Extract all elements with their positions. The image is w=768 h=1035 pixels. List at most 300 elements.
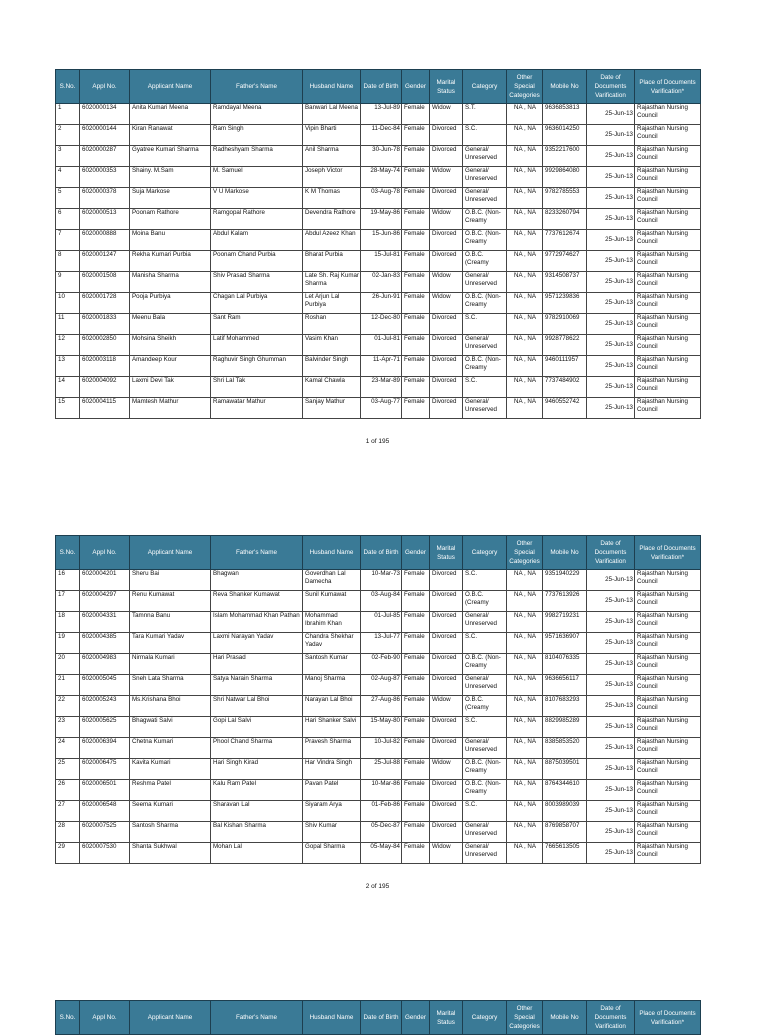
col-marital-status-cell: Divorced	[430, 377, 463, 398]
col-other-special-cell: NA , NA	[507, 377, 543, 398]
col-husband-name-cell: Siyaram Arya	[303, 801, 361, 822]
col-dob-cell: 19-May-86	[361, 209, 402, 230]
col-applicant-name-cell: Ms.Krishana Bhoi	[130, 696, 211, 717]
col-dob-cell: 27-Aug-86	[361, 696, 402, 717]
col-mobile-cell: 9982719231	[543, 612, 587, 633]
col-gender-cell: Female	[402, 272, 430, 293]
col-gender-cell: Female	[402, 293, 430, 314]
col-category-cell: General/ Unreserved	[463, 398, 507, 419]
col-gender-cell: Female	[402, 822, 430, 843]
col-category-header: Category	[463, 70, 507, 104]
col-husband-name-cell: Hari Shanker Salvi	[303, 717, 361, 738]
col-dob-cell: 01-Jul-81	[361, 335, 402, 356]
col-doc-place-cell: Rajasthan Nursing Council	[635, 209, 701, 230]
col-other-special-cell: NA , NA	[507, 717, 543, 738]
col-dob-cell: 12-Dec-80	[361, 314, 402, 335]
col-doc-place-header: Place of Documents Varification*	[635, 536, 701, 570]
col-fathers-name-cell: M. Samuel	[211, 167, 303, 188]
col-marital-status-cell: Divorced	[430, 251, 463, 272]
table-row	[56, 675, 701, 696]
col-dob-cell: 01-Jul-85	[361, 612, 402, 633]
col-appl-no-cell: 6020003118	[80, 356, 130, 377]
col-applicant-name-cell: Renu Kumawat	[130, 591, 211, 612]
col-sno-cell: 15	[56, 398, 80, 419]
table-header-row	[56, 536, 701, 570]
col-applicant-name-cell: Kiran Ranawat	[130, 125, 211, 146]
col-appl-no-cell: 6020005625	[80, 717, 130, 738]
col-mobile-cell: 9352217600	[543, 146, 587, 167]
col-sno-cell: 7	[56, 230, 80, 251]
col-appl-no-cell: 6020001728	[80, 293, 130, 314]
col-mobile-cell: 7737612674	[543, 230, 587, 251]
col-other-special-cell: NA , NA	[507, 188, 543, 209]
col-applicant-name-cell: Shainy. M.Sam	[130, 167, 211, 188]
col-gender-cell: Female	[402, 843, 430, 864]
col-marital-status-header: Marital Status	[430, 1001, 463, 1035]
col-mobile-cell: 9772974627	[543, 251, 587, 272]
col-other-special-cell: NA , NA	[507, 272, 543, 293]
col-marital-status-cell: Divorced	[430, 822, 463, 843]
col-dob-cell: 25-Jul-88	[361, 759, 402, 780]
col-category-cell: General/ Unreserved	[463, 188, 507, 209]
col-category-header: Category	[463, 536, 507, 570]
table-row	[56, 146, 701, 167]
table-row	[56, 209, 701, 230]
col-doc-place-cell: Rajasthan Nursing Council	[635, 230, 701, 251]
col-doc-date-cell: 25-Jun-13	[587, 591, 635, 612]
col-dob-cell: 05-May-84	[361, 843, 402, 864]
col-sno-cell: 4	[56, 167, 80, 188]
col-dob-cell: 26-Jun-91	[361, 293, 402, 314]
table-row	[56, 801, 701, 822]
col-applicant-name-cell: Gyatree Kumari Sharma	[130, 146, 211, 167]
table-row	[56, 738, 701, 759]
col-fathers-name-cell: Reva Shanker Kumawat	[211, 591, 303, 612]
col-applicant-name-cell: Tamnna Banu	[130, 612, 211, 633]
col-marital-status-cell: Divorced	[430, 654, 463, 675]
col-applicant-name-cell: Manisha Sharma	[130, 272, 211, 293]
col-category-cell: O.B.C. (Non- Creamy	[463, 230, 507, 251]
col-mobile-cell: 9929864080	[543, 167, 587, 188]
col-appl-no-cell: 6020004983	[80, 654, 130, 675]
col-doc-date-header: Date of Documents Varification	[587, 1001, 635, 1035]
col-applicant-name-header: Applicant Name	[130, 536, 211, 570]
col-dob-cell: 01-Feb-86	[361, 801, 402, 822]
col-mobile-header: Mobile No	[543, 1001, 587, 1035]
col-doc-date-cell: 25-Jun-13	[587, 822, 635, 843]
col-doc-place-cell: Rajasthan Nursing Council	[635, 717, 701, 738]
col-gender-cell: Female	[402, 209, 430, 230]
col-husband-name-cell: Vasim Khan	[303, 335, 361, 356]
col-marital-status-cell: Widow	[430, 104, 463, 125]
col-other-special-cell: NA , NA	[507, 335, 543, 356]
col-husband-name-cell: Pravesh Sharma	[303, 738, 361, 759]
col-appl-no-cell: 6020004331	[80, 612, 130, 633]
col-gender-cell: Female	[402, 188, 430, 209]
col-fathers-name-cell: Gopi Lal Salvi	[211, 717, 303, 738]
col-marital-status-cell: Divorced	[430, 633, 463, 654]
col-sno-cell: 17	[56, 591, 80, 612]
col-mobile-cell: 9314508737	[543, 272, 587, 293]
col-fathers-name-cell: Laxmi Narayan Yadav	[211, 633, 303, 654]
col-mobile-cell: 9571239836	[543, 293, 587, 314]
col-category-cell: General/ Unreserved	[463, 612, 507, 633]
col-appl-no-cell: 6020004385	[80, 633, 130, 654]
col-doc-place-header: Place of Documents Varification*	[635, 70, 701, 104]
col-marital-status-cell: Divorced	[430, 612, 463, 633]
col-category-cell: O.B.C. (Non- Creamy	[463, 356, 507, 377]
col-mobile-cell: 8829985289	[543, 717, 587, 738]
col-applicant-name-cell: Bhagwati Salvi	[130, 717, 211, 738]
col-doc-date-cell: 25-Jun-13	[587, 314, 635, 335]
document-page-1	[55, 69, 700, 445]
col-fathers-name-cell: Shri Lal Tak	[211, 377, 303, 398]
col-other-special-header: Other Special Categories	[507, 536, 543, 570]
col-doc-place-cell: Rajasthan Nursing Council	[635, 822, 701, 843]
col-mobile-cell: 7737484902	[543, 377, 587, 398]
col-doc-date-cell: 25-Jun-13	[587, 843, 635, 864]
col-gender-cell: Female	[402, 377, 430, 398]
col-gender-header: Gender	[402, 536, 430, 570]
col-mobile-cell: 8385853520	[543, 738, 587, 759]
col-fathers-name-cell: Abdul Kalam	[211, 230, 303, 251]
col-appl-no-header: Appl No.	[80, 70, 130, 104]
col-fathers-name-cell: Shri Natwar Lal Bhoi	[211, 696, 303, 717]
col-dob-cell: 03-Aug-77	[361, 398, 402, 419]
col-husband-name-cell: Sunil Kumawat	[303, 591, 361, 612]
col-sno-cell: 2	[56, 125, 80, 146]
col-fathers-name-cell: V U Markose	[211, 188, 303, 209]
col-doc-date-cell: 25-Jun-13	[587, 293, 635, 314]
col-category-cell: General/ Unreserved	[463, 146, 507, 167]
col-other-special-cell: NA , NA	[507, 167, 543, 188]
col-fathers-name-cell: Raghuvir Singh Ghumman	[211, 356, 303, 377]
col-mobile-cell: 7665613505	[543, 843, 587, 864]
col-marital-status-cell: Widow	[430, 696, 463, 717]
col-dob-cell: 02-Aug-87	[361, 675, 402, 696]
col-mobile-cell: 9928778622	[543, 335, 587, 356]
col-appl-no-cell: 6020002850	[80, 335, 130, 356]
document-page-3	[55, 1000, 700, 1035]
col-husband-name-cell: Joseph Victor	[303, 167, 361, 188]
col-sno-cell: 27	[56, 801, 80, 822]
col-doc-place-cell: Rajasthan Nursing Council	[635, 251, 701, 272]
col-category-header: Category	[463, 1001, 507, 1035]
col-sno-cell: 18	[56, 612, 80, 633]
col-dob-cell: 15-Jul-81	[361, 251, 402, 272]
col-category-cell: S.C.	[463, 570, 507, 591]
col-category-cell: S.C.	[463, 314, 507, 335]
applicants-table	[55, 535, 701, 864]
col-mobile-cell: 8233260794	[543, 209, 587, 230]
col-marital-status-cell: Divorced	[430, 780, 463, 801]
col-husband-name-header: Husband Name	[303, 70, 361, 104]
col-dob-cell: 10-Mar-73	[361, 570, 402, 591]
col-doc-place-cell: Rajasthan Nursing Council	[635, 612, 701, 633]
col-husband-name-cell: Vipin Bharti	[303, 125, 361, 146]
col-husband-name-cell: Goverdhan Lal Damecha	[303, 570, 361, 591]
col-doc-date-cell: 25-Jun-13	[587, 398, 635, 419]
col-mobile-cell: 8107683293	[543, 696, 587, 717]
col-gender-cell: Female	[402, 335, 430, 356]
col-fathers-name-cell: Ramdayal Meena	[211, 104, 303, 125]
col-other-special-cell: NA , NA	[507, 125, 543, 146]
col-gender-cell: Female	[402, 738, 430, 759]
col-applicant-name-cell: Santosh Sharma	[130, 822, 211, 843]
col-fathers-name-cell: Mohan Lal	[211, 843, 303, 864]
col-gender-cell: Female	[402, 398, 430, 419]
col-doc-place-cell: Rajasthan Nursing Council	[635, 272, 701, 293]
col-category-cell: General/ Unreserved	[463, 843, 507, 864]
col-doc-date-cell: 25-Jun-13	[587, 377, 635, 398]
col-gender-cell: Female	[402, 654, 430, 675]
col-sno-cell: 29	[56, 843, 80, 864]
col-gender-cell: Female	[402, 146, 430, 167]
col-marital-status-cell: Divorced	[430, 591, 463, 612]
col-gender-cell: Female	[402, 780, 430, 801]
col-fathers-name-cell: Ramawatar Mathur	[211, 398, 303, 419]
col-mobile-cell: 9636656117	[543, 675, 587, 696]
col-category-cell: S.C.	[463, 801, 507, 822]
col-appl-no-cell: 6020006548	[80, 801, 130, 822]
col-doc-place-cell: Rajasthan Nursing Council	[635, 125, 701, 146]
col-doc-date-cell: 25-Jun-13	[587, 633, 635, 654]
col-dob-cell: 03-Aug-78	[361, 188, 402, 209]
col-applicant-name-cell: Moina Banu	[130, 230, 211, 251]
col-marital-status-cell: Divorced	[430, 675, 463, 696]
col-gender-cell: Female	[402, 717, 430, 738]
col-applicant-name-cell: Reshma Patel	[130, 780, 211, 801]
col-marital-status-cell: Divorced	[430, 146, 463, 167]
col-doc-date-header: Date of Documents Varification	[587, 70, 635, 104]
col-other-special-cell: NA , NA	[507, 675, 543, 696]
col-other-special-header: Other Special Categories	[507, 1001, 543, 1035]
col-husband-name-cell: Har Vindra Singh	[303, 759, 361, 780]
col-doc-date-cell: 25-Jun-13	[587, 230, 635, 251]
col-doc-place-cell: Rajasthan Nursing Council	[635, 738, 701, 759]
col-marital-status-header: Marital Status	[430, 70, 463, 104]
col-husband-name-cell: Pavan Patel	[303, 780, 361, 801]
col-gender-cell: Female	[402, 591, 430, 612]
col-doc-date-cell: 25-Jun-13	[587, 356, 635, 377]
col-dob-cell: 11-Dec-84	[361, 125, 402, 146]
col-sno-cell: 24	[56, 738, 80, 759]
col-doc-place-cell: Rajasthan Nursing Council	[635, 780, 701, 801]
col-other-special-cell: NA , NA	[507, 251, 543, 272]
col-husband-name-cell: Devendra Rathore	[303, 209, 361, 230]
col-doc-date-cell: 25-Jun-13	[587, 167, 635, 188]
col-husband-name-cell: Sanjay Mathur	[303, 398, 361, 419]
col-husband-name-cell: Abdul Azeez Khan	[303, 230, 361, 251]
col-category-cell: O.B.C. (Non- Creamy	[463, 654, 507, 675]
col-dob-cell: 11-Apr-71	[361, 356, 402, 377]
col-mobile-header: Mobile No	[543, 70, 587, 104]
col-other-special-cell: NA , NA	[507, 738, 543, 759]
col-dob-header: Date of Birth	[361, 70, 402, 104]
col-dob-cell: 02-Feb-90	[361, 654, 402, 675]
col-marital-status-cell: Widow	[430, 843, 463, 864]
col-doc-date-cell: 25-Jun-13	[587, 780, 635, 801]
col-mobile-cell: 9636853813	[543, 104, 587, 125]
col-marital-status-cell: Divorced	[430, 356, 463, 377]
table-row	[56, 654, 701, 675]
col-husband-name-cell: Roshan	[303, 314, 361, 335]
col-other-special-cell: NA , NA	[507, 612, 543, 633]
col-other-special-cell: NA , NA	[507, 398, 543, 419]
col-applicant-name-cell: Nirmala Kumari	[130, 654, 211, 675]
col-appl-no-cell: 6020000353	[80, 167, 130, 188]
table-row	[56, 167, 701, 188]
col-marital-status-cell: Divorced	[430, 314, 463, 335]
table-row	[56, 633, 701, 654]
col-marital-status-cell: Divorced	[430, 570, 463, 591]
page-footer: 2 of 195	[365, 883, 390, 890]
col-husband-name-header: Husband Name	[303, 536, 361, 570]
col-dob-cell: 15-Jun-86	[361, 230, 402, 251]
col-sno-cell: 20	[56, 654, 80, 675]
col-applicant-name-cell: Shanta Sukhwal	[130, 843, 211, 864]
col-applicant-name-header: Applicant Name	[130, 1001, 211, 1035]
col-other-special-cell: NA , NA	[507, 801, 543, 822]
col-other-special-cell: NA , NA	[507, 104, 543, 125]
col-husband-name-cell: Late Sh. Raj Kumar Sharma	[303, 272, 361, 293]
col-dob-cell: 30-Jun-78	[361, 146, 402, 167]
col-doc-date-cell: 25-Jun-13	[587, 335, 635, 356]
col-gender-cell: Female	[402, 125, 430, 146]
col-applicant-name-header: Applicant Name	[130, 70, 211, 104]
col-dob-cell: 10-Mar-86	[361, 780, 402, 801]
col-mobile-cell: 9460552742	[543, 398, 587, 419]
col-fathers-name-cell: Sharavan Lal	[211, 801, 303, 822]
col-fathers-name-cell: Satya Narain Sharma	[211, 675, 303, 696]
col-marital-status-header: Marital Status	[430, 536, 463, 570]
col-appl-no-cell: 6020006475	[80, 759, 130, 780]
col-mobile-cell: 8104076335	[543, 654, 587, 675]
col-sno-cell: 16	[56, 570, 80, 591]
col-sno-header: S.No.	[56, 536, 80, 570]
table-row	[56, 759, 701, 780]
col-other-special-cell: NA , NA	[507, 591, 543, 612]
col-applicant-name-cell: Chetna Kumari	[130, 738, 211, 759]
col-dob-cell: 02-Jan-83	[361, 272, 402, 293]
col-doc-date-cell: 25-Jun-13	[587, 759, 635, 780]
col-appl-no-cell: 6020000134	[80, 104, 130, 125]
col-gender-cell: Female	[402, 104, 430, 125]
col-sno-cell: 8	[56, 251, 80, 272]
col-doc-date-cell: 25-Jun-13	[587, 272, 635, 293]
col-dob-header: Date of Birth	[361, 536, 402, 570]
col-doc-place-cell: Rajasthan Nursing Council	[635, 293, 701, 314]
col-gender-cell: Female	[402, 356, 430, 377]
col-applicant-name-cell: Rekha Kumari Purbia	[130, 251, 211, 272]
col-sno-header: S.No.	[56, 1001, 80, 1035]
col-sno-cell: 23	[56, 717, 80, 738]
col-other-special-cell: NA , NA	[507, 293, 543, 314]
col-doc-place-header: Place of Documents Varification*	[635, 1001, 701, 1035]
table-row	[56, 570, 701, 591]
col-appl-no-header: Appl No.	[80, 1001, 130, 1035]
col-gender-header: Gender	[402, 1001, 430, 1035]
table-row	[56, 272, 701, 293]
col-gender-cell: Female	[402, 759, 430, 780]
col-fathers-name-cell: Islam Mohammad Khan Pathan	[211, 612, 303, 633]
col-doc-date-cell: 25-Jun-13	[587, 738, 635, 759]
table-row	[56, 377, 701, 398]
col-sno-cell: 21	[56, 675, 80, 696]
table-row	[56, 780, 701, 801]
col-sno-cell: 28	[56, 822, 80, 843]
table-row	[56, 612, 701, 633]
col-fathers-name-cell: Bal Kishan Sharma	[211, 822, 303, 843]
col-marital-status-cell: Divorced	[430, 398, 463, 419]
col-husband-name-cell: Chandra Shekhar Yadav	[303, 633, 361, 654]
col-doc-place-cell: Rajasthan Nursing Council	[635, 801, 701, 822]
col-husband-name-cell: Manoj Sharma	[303, 675, 361, 696]
col-sno-cell: 22	[56, 696, 80, 717]
col-fathers-name-cell: Kalu Ram Patel	[211, 780, 303, 801]
col-dob-cell: 13-Jul-77	[361, 633, 402, 654]
col-husband-name-cell: Balvinder Singh	[303, 356, 361, 377]
table-row	[56, 293, 701, 314]
col-doc-date-cell: 25-Jun-13	[587, 612, 635, 633]
col-appl-no-cell: 6020000287	[80, 146, 130, 167]
col-fathers-name-cell: Sant Ram	[211, 314, 303, 335]
col-gender-cell: Female	[402, 633, 430, 654]
col-mobile-cell: 8003989039	[543, 801, 587, 822]
col-doc-place-cell: Rajasthan Nursing Council	[635, 654, 701, 675]
col-dob-cell: 05-Dec-87	[361, 822, 402, 843]
col-category-cell: S.T.	[463, 104, 507, 125]
col-fathers-name-cell: Hari Singh Kirad	[211, 759, 303, 780]
table-row	[56, 717, 701, 738]
col-other-special-cell: NA , NA	[507, 696, 543, 717]
col-marital-status-cell: Widow	[430, 293, 463, 314]
col-category-cell: General/ Unreserved	[463, 272, 507, 293]
col-appl-no-cell: 6020007525	[80, 822, 130, 843]
col-sno-cell: 25	[56, 759, 80, 780]
col-dob-header: Date of Birth	[361, 1001, 402, 1035]
page-footer: 1 of 195	[365, 438, 390, 445]
col-gender-cell: Female	[402, 696, 430, 717]
col-husband-name-cell: Let Arjun Lal Purbiya	[303, 293, 361, 314]
col-appl-no-cell: 6020005045	[80, 675, 130, 696]
col-appl-no-cell: 6020007530	[80, 843, 130, 864]
table-row	[56, 104, 701, 125]
col-marital-status-cell: Widow	[430, 759, 463, 780]
document-page-2	[55, 535, 700, 890]
col-doc-date-cell: 25-Jun-13	[587, 251, 635, 272]
table-row	[56, 230, 701, 251]
col-other-special-cell: NA , NA	[507, 633, 543, 654]
col-husband-name-cell: Mohammad Ibrahim Khan	[303, 612, 361, 633]
col-sno-cell: 12	[56, 335, 80, 356]
col-marital-status-cell: Widow	[430, 209, 463, 230]
col-gender-cell: Female	[402, 675, 430, 696]
col-marital-status-cell: Divorced	[430, 738, 463, 759]
col-appl-no-cell: 6020000378	[80, 188, 130, 209]
col-fathers-name-cell: Bhagwan	[211, 570, 303, 591]
applicants-table	[55, 1000, 701, 1035]
col-appl-no-cell: 6020004115	[80, 398, 130, 419]
col-other-special-cell: NA , NA	[507, 759, 543, 780]
col-applicant-name-cell: Mohsina Sheikh	[130, 335, 211, 356]
col-sno-cell: 9	[56, 272, 80, 293]
col-husband-name-cell: K M Thomas	[303, 188, 361, 209]
col-applicant-name-cell: Poonam Rathore	[130, 209, 211, 230]
col-applicant-name-cell: Meenu Bala	[130, 314, 211, 335]
col-mobile-cell: 9351940229	[543, 570, 587, 591]
table-body	[56, 570, 701, 864]
